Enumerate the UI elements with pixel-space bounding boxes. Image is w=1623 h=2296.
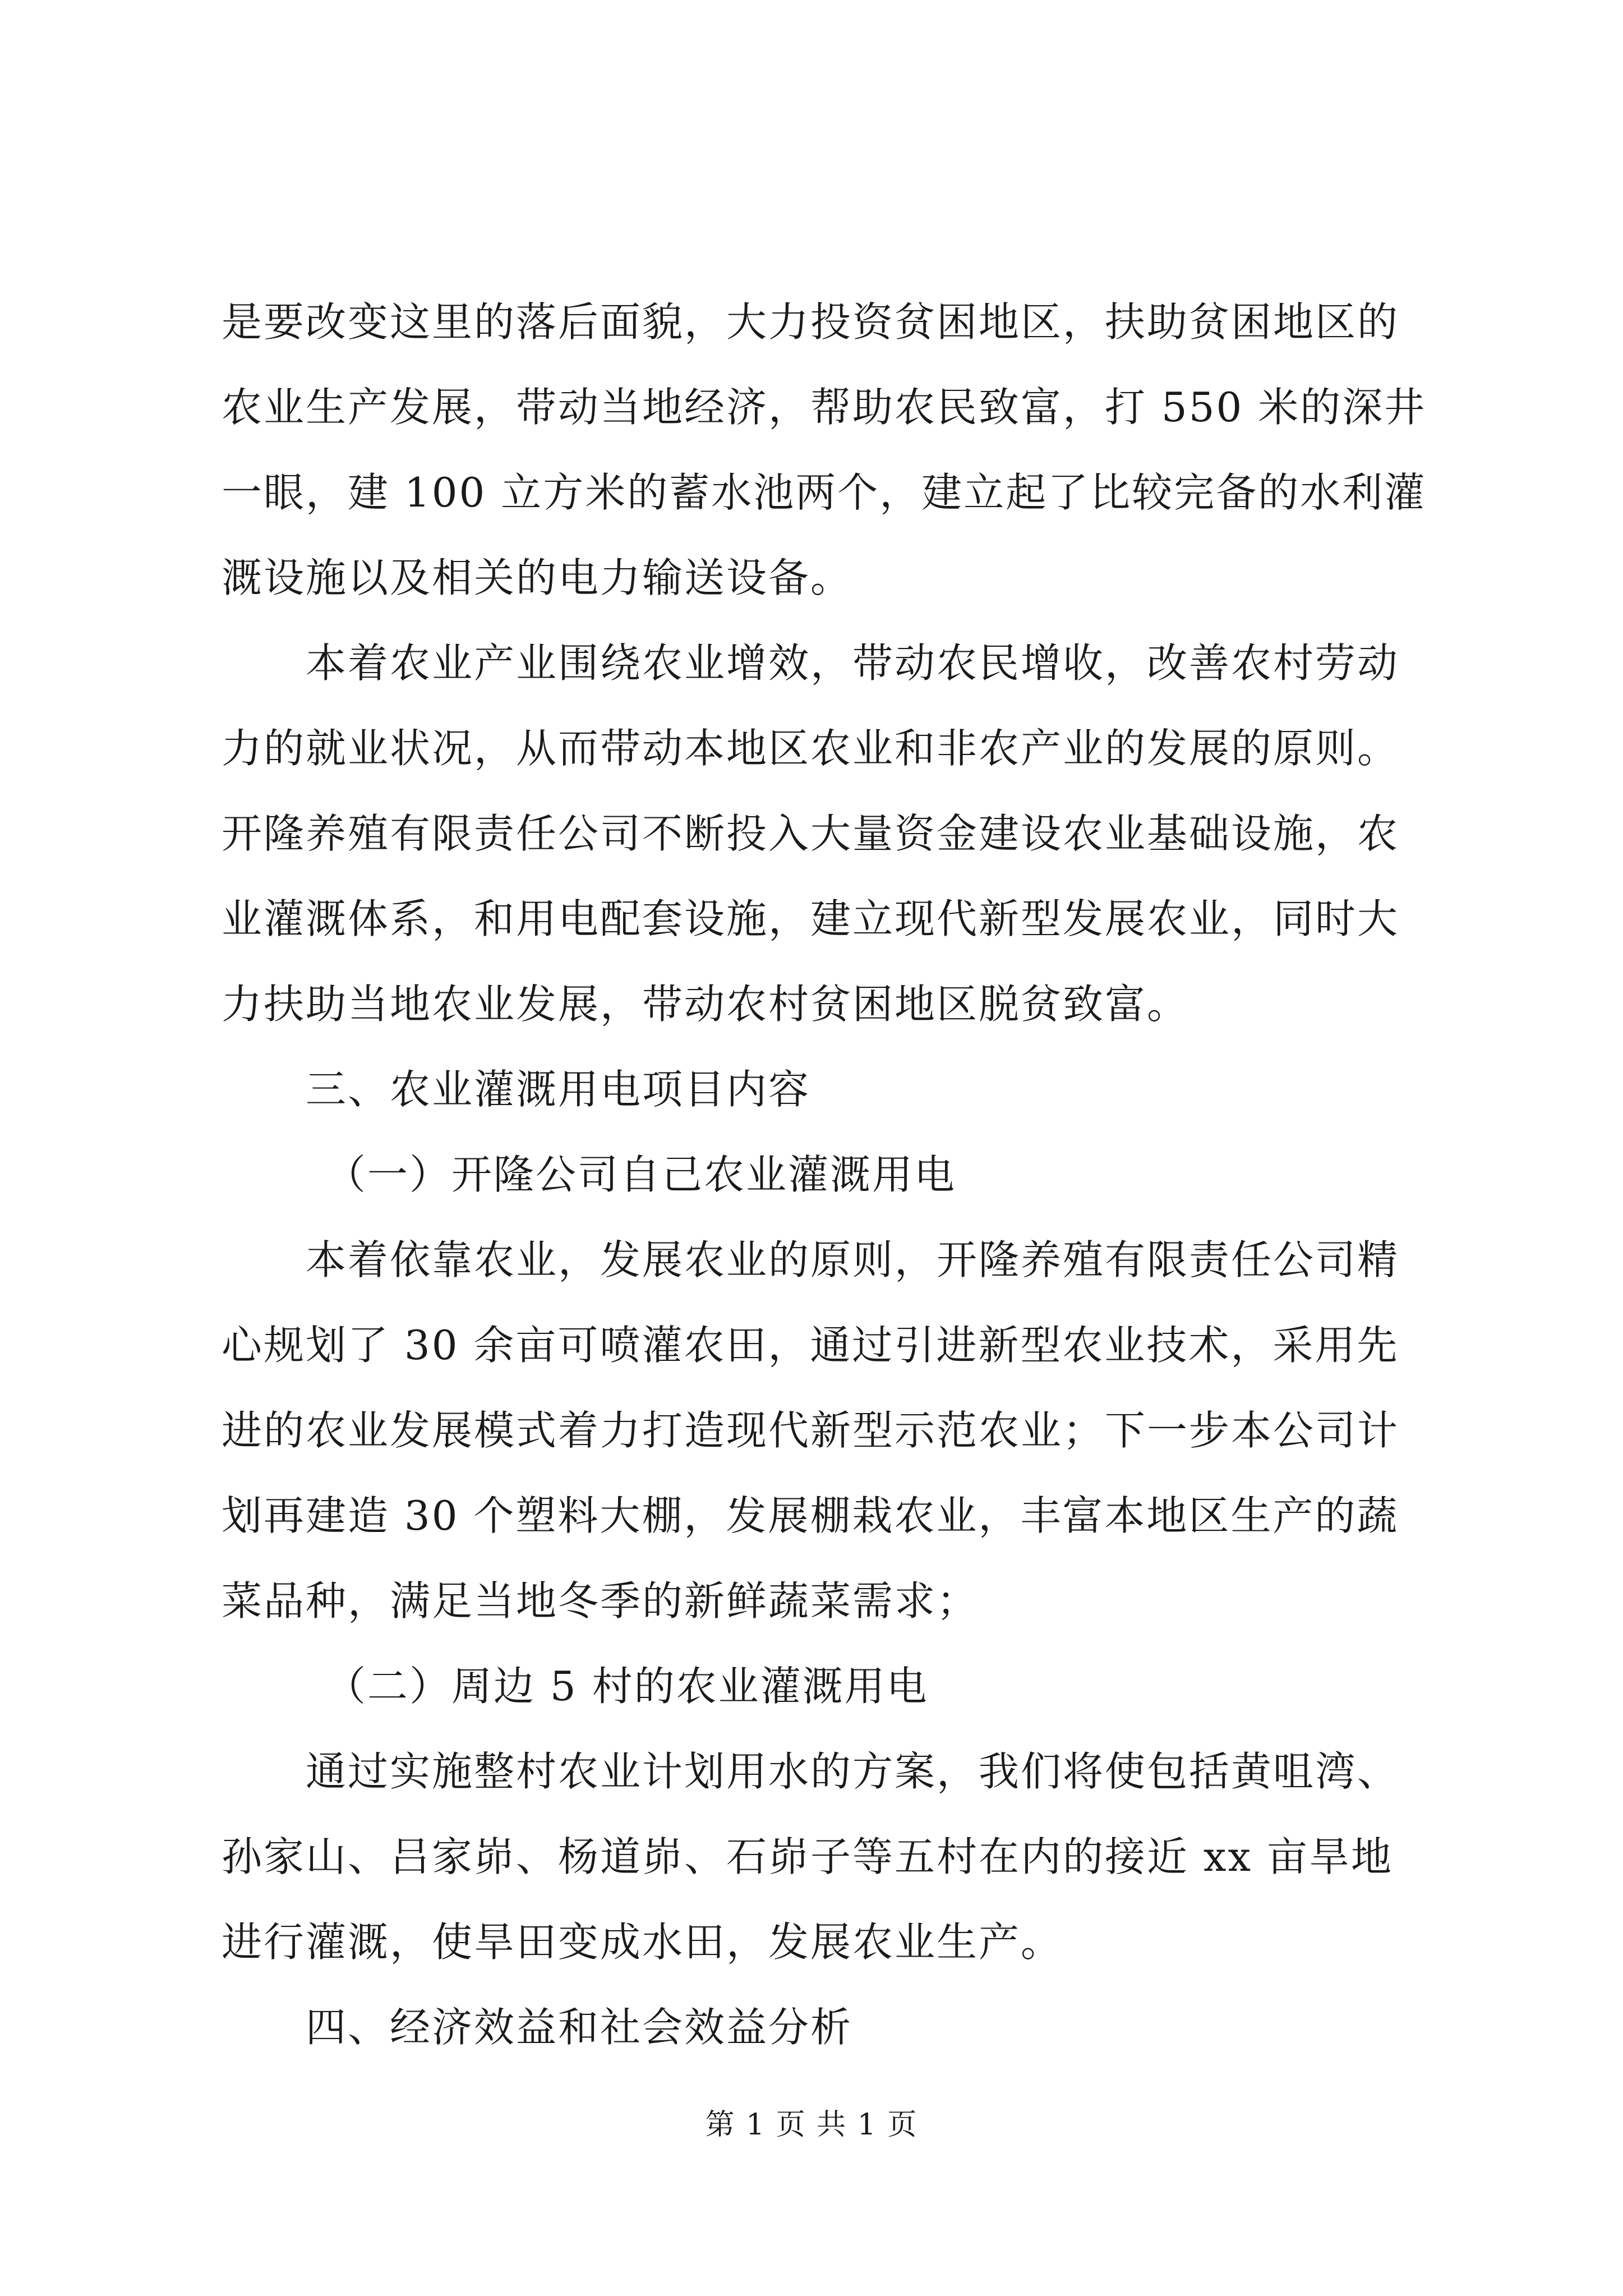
text-line: 本着农业产业围绕农业增效，带动农民增收，改善农村劳动	[306, 639, 1400, 687]
text-line: 业灌溉体系，和用电配套设施，建立现代新型发展农业，同时大	[222, 895, 1400, 942]
text-line: 心规划了 30 余亩可喷灌农田，通过引进新型农业技术，采用先	[222, 1322, 1399, 1369]
text-line: 菜品种，满足当地冬季的新鲜蔬菜需求；	[222, 1577, 979, 1625]
section-heading: 四、经济效益和社会效益分析	[306, 2004, 853, 2051]
document-body	[222, 279, 1427, 2070]
subsection-heading: （二）周边 5 村的农业灌溉用电	[325, 1663, 929, 1710]
page-footer: 第 1 页 共 1 页	[705, 2108, 918, 2142]
section-heading: 三、农业灌溉用电项目内容	[306, 1066, 811, 1113]
text-line: 进行灌溉，使旱田变成水田，发展农业生产。	[222, 1918, 1063, 1966]
text-line: 孙家山、吕家峁、杨道峁、石峁子等五村在内的接近 xx 亩旱地	[222, 1833, 1393, 1880]
text-line: 一眼，建 100 立方米的蓄水池两个，建立起了比较完备的水利灌	[222, 469, 1427, 516]
text-line: 力的就业状况，从而带动本地区农业和非农产业的发展的原则。	[222, 725, 1400, 772]
text-line: 溉设施以及相关的电力输送设备。	[222, 554, 853, 601]
text-line: 进的农业发展模式着力打造现代新型示范农业；下一步本公司计	[222, 1407, 1400, 1454]
text-line: 是要改变这里的落后面貌，大力投资贫困地区，扶助贫困地区的	[222, 298, 1400, 346]
text-line: 力扶助当地农业发展，带动农村贫困地区脱贫致富。	[222, 981, 1189, 1028]
text-line: 划再建造 30 个塑料大棚，发展棚栽农业，丰富本地区生产的蔬	[222, 1492, 1399, 1539]
subsection-heading: （一）开隆公司自己农业灌溉用电	[325, 1151, 957, 1198]
text-line: 开隆养殖有限责任公司不断投入大量资金建设农业基础设施，农	[222, 810, 1400, 857]
text-line: 通过实施整村农业计划用水的方案，我们将使包括黄咀湾、	[306, 1748, 1400, 1795]
text-line: 本着依靠农业，发展农业的原则，开隆养殖有限责任公司精	[306, 1236, 1400, 1283]
text-line: 农业生产发展，带动当地经济，帮助农民致富，打 550 米的深井	[222, 384, 1427, 431]
